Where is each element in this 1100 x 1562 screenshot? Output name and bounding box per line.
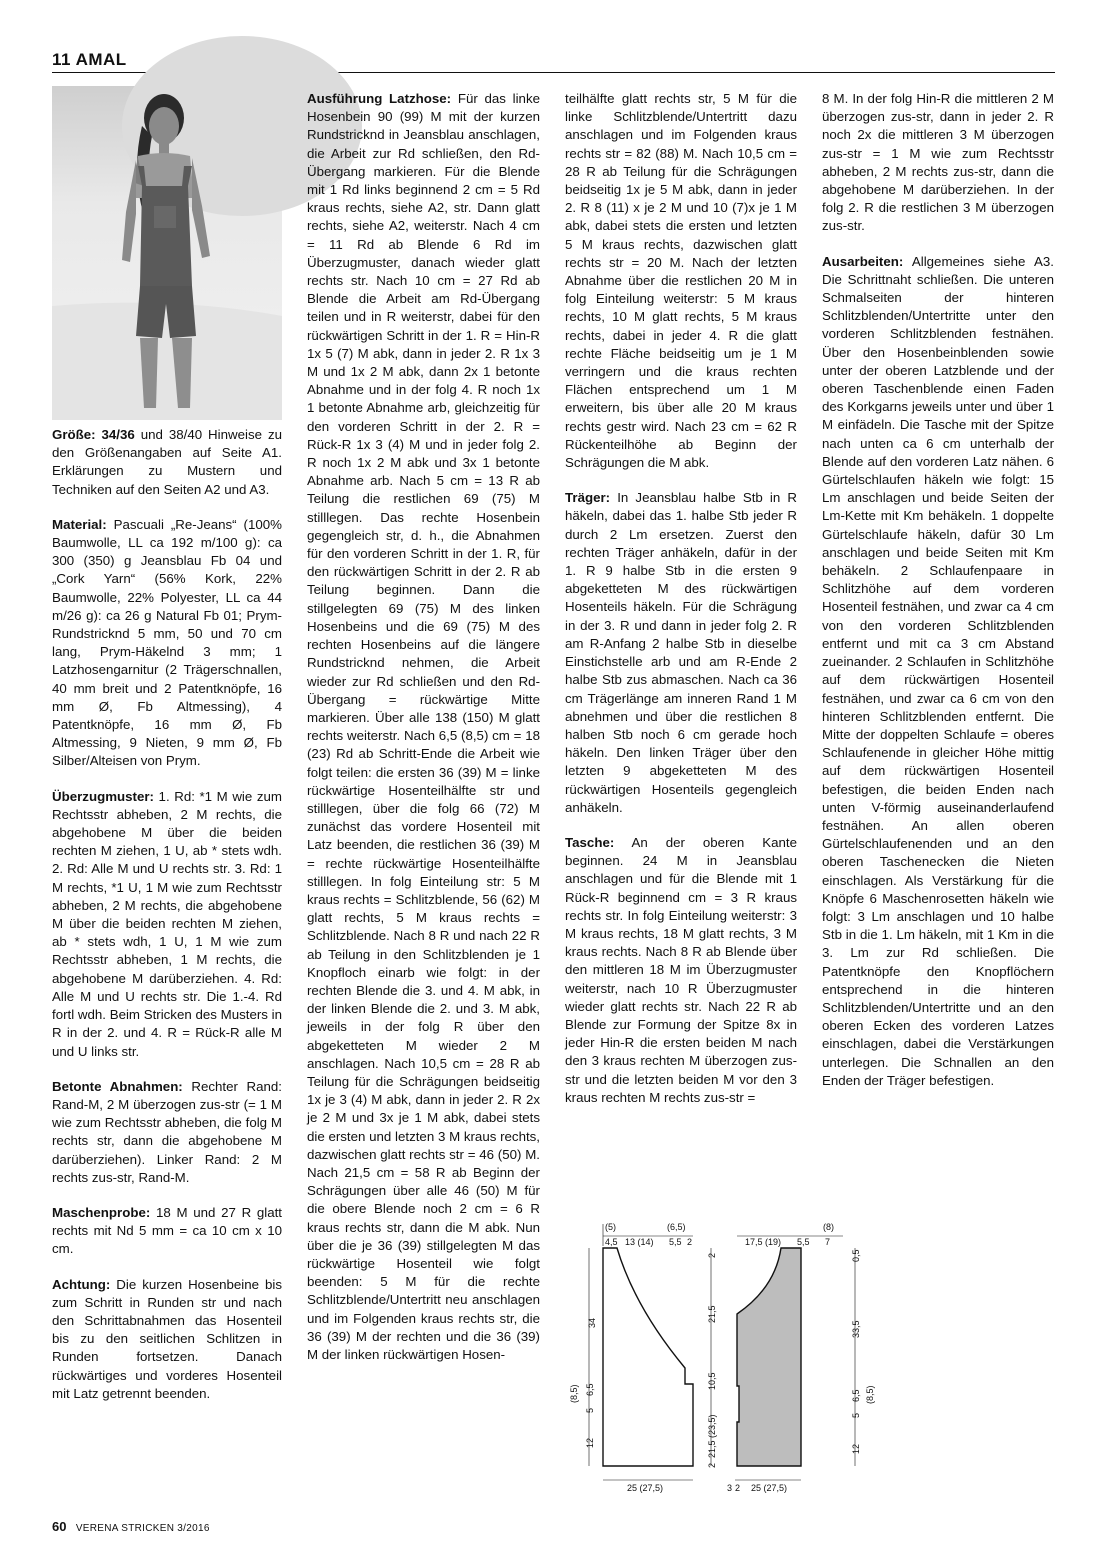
ausfuehrung-text: Für das linke Hosenbein 90 (99) M mit der kurzen Rundstricknd in Jeansblau anschlagen, die Arbeit zur Rd schließen, den Rd-Übergang markieren. Für die Blende mit 1 Rd links beginnend 2 cm = 5 Rd kraus rechts, siehe A2, str. Dann glatt rechts, siehe A2, weiterstr. Nach 4 cm = 11 Rd ab Blende 6 Rd im Überzugmuster, danach wieder glatt rechts str. Nach 10 cm = 27 Rd ab Blende die Arbeit am Rd-Übergang teilen und in R weiterstr, dabei für den rückwärtigen Schritt in der 1. R = Hin-R 1x 5 (7) M abk, dann in jeder 2. R 1x 3 M und 1x 2 M abk, dann 2x 1 betonte Abnahme und in der folg 4. R noch 1x 1 betonte Abnahme arb, gleichzeitig für den vorderen Schritt in der 2. R = Rück-R 1x 3 (4) M und in jeder folg 2. R noch 1x 2 M abk und 3x 1 betonte Abnahme arb. Nach 5 cm = 13 R ab Teilung die restlichen 69 (75) M stilllegen. Das rechte Hosenbein gegengleich str, d. h., die Abnahmen für den vorderen Schritt in der 1. R, für den rückwärtigen Schritt in der 2. R ab Teilung beginnen. Dann die stillgelegten 69 (75) M des linken Hosenbeins und die 69 (75) M des rechten Hosenbeins auf die längere Rundstricknd nehmen, die Arbeit wieder zur Rd schließen und den Rd-Übergang = rückwärtige Mitte markieren. Über alle 138 (150) M glatt rechts weiterstr. Nach 6,5 (8,5) cm = 18 (23) Rd ab Schritt-Ende die Arbeit wie folgt teilen: die ersten 36 (39) M = linke rückwärtige Hosenteilhälfte str und stilllegen, über die folg 66 (72) M zunächst das vordere Hosenteil mit Latz beenden, die restlichen 36 (39) M = rechte rückwärtige Hosenteilhälfte stilllegen. In folg Einteilung str: 5 M kraus rechts = Schlitzblende, 56 (62) M glatt rechts, 5 M kraus rechts = Schlitzblende. Nach 8 R und nach 22 R ab Teilung in den Schlitzblenden je 1 Knopfloch einarb wie folgt: in der rechten Blende die 3. und 4. M abk, in der linken Blende die 2. und 3. M abk, jeweils in der folg R über den abgeketteten M wieder 2 M anschlagen. Nach 10,5 cm = 28 R ab Teilung für die Schrägungen beidseitig 1x je 3 (4) M abk, dann in jeder 2. R 2x je 2 M und 3x je 1 M abk, dabei stets die ersten und letzten 3 M kraus rechts, dazwischen glatt rechts str = 46 (50) M. Nach 21,5 cm = 58 R ab Beginn der Schrägungen über alle 46 (50) M für die obere Blende noch 2 cm = 6 R kraus rechts str, dann die M abk. Nun über die je 36 (39) stillgelegten M das rückwärtige Hosenteil wie folgt beenden: 5 M für die rechte Schlitzblende/Untertritt neu anschlagen und im Folgenden kraus rechts str, die 36 (39) M der rechten und die 36 (39) M der linken rückwärtigen Hosen- — [307, 91, 540, 1363]
dim-top-2: 2 — [687, 1237, 693, 1247]
traeger-heading: Träger: — [565, 490, 611, 506]
continuation-paragraph — [565, 90, 797, 472]
dim-bottom-front: 25 (27,5) — [627, 1483, 664, 1493]
model-photo — [52, 86, 282, 420]
dim-top-5-5-back: 5,5 — [797, 1237, 810, 1247]
dim-top-5: (5) — [605, 1222, 616, 1232]
dim-center-21-5-23-5: 21,5 (23,5) — [707, 1414, 717, 1458]
pattern-schematic — [569, 1218, 875, 1508]
dim-left-12: 12 — [585, 1437, 595, 1448]
size-paragraph — [52, 426, 282, 499]
dim-right-8-5: (8,5) — [865, 1385, 875, 1404]
dim-bottom-3: 3 — [727, 1483, 733, 1493]
ausfuehrung-paragraph — [307, 90, 540, 1364]
ausarbeiten-text: Allgemeines siehe A3. Die Schrittnaht schließen. Die unteren Schmalseiten der hinteren Schlitzblenden/Untertritte unter den vorderen Schlitzblenden festnähen. Über den Hosenbeinblenden sowie unter der oberen Latzblende und der oberen Taschenblende einen Faden des Korkgarns jeweils unter und über 1 M einfädeln. Die Tasche mit der Spitze nach unten ca 6 cm unterhalb der Blende auf den vorderen Latz nähen. 6 Gürtelschlaufen häkeln wie folgt: 15 Lm anschlagen und beide Seiten der Lm-Kette mit Km behäkeln. 1 doppelte Gürtelschlaufe häkeln, dafür 30 Lm anschlagen und beide Seiten mit Km behäkeln. 2 Schlaufenpaare in Schlitzhöhe auf dem vorderen Hosenteil festnähen, und zwar ca 4 cm von den vorderen Schlitzblenden entfernt und mit ca 3 cm Abstand zueinander. 2 Schlaufen in Schlitzhöhe auf dem rückwärtigen Hosenteil festnähen, und zwar ca 6 cm von den hinteren Schlitzblenden entfernt. Die Mitte der doppelten Schlaufe = oberes Schlaufenende in gleicher Höhe mittig auf dem rückwärtigen Hosenteil befestigen, die beiden Enden nach unten V-förmig auseinanderlaufend festnähen. An allen oberen Gürtelschlaufenenden und an den oberen Taschenecken die Nieten einschlagen. Als Verstärkung für die Knöpfe 6 Maschenrosetten häkeln wie folgt: 3 Lm anschlagen und 10 halbe Stb in die 1. Lm häkeln, mit 1 Km in die 3. Lm zur Rd schließen. Die Patentknöpfe den Knopflöchern entsprechend in die hinteren Schlitzblenden/Untertritte und an den oberen Ecken des vorderen Latzes einschlagen, dabei die Verstärkungen unterlegen. Die Schnallen an den Enden der Träger befestigen. — [822, 253, 1054, 1088]
dim-top-4-5: 4,5 — [605, 1237, 618, 1247]
page-footer — [52, 1519, 210, 1534]
dim-left-6-5: 6,5 — [585, 1383, 595, 1396]
maschenprobe-paragraph — [52, 1204, 282, 1259]
dim-right-0-5: 0,5 — [851, 1249, 861, 1262]
page-number: 60 — [52, 1519, 67, 1534]
ueberzugmuster-paragraph — [52, 788, 282, 1061]
achtung-heading: Achtung: — [52, 1276, 111, 1292]
ausfuehrung-heading: Ausführung Latzhose: — [307, 91, 452, 106]
dim-left-34: 34 — [587, 1317, 597, 1328]
ueberzugmuster-heading: Überzugmuster: — [52, 788, 154, 804]
continuation-text: teilhälfte glatt rechts str, 5 M für die linke Schlitzblende/Untertritt dazu anschlagen und im Folgenden kraus rechts str = 82 (88) M. Nach 10,5 cm = 28 R ab Teilung für die Schrägungen beidseitig 1x je 5 M abk, dann in jeder 2. R 8 (11) x je 2 M und 10 (7)x je 1 M abk, dabei stets die ersten und letzten 5 M kraus rechts, dazwischen glatt rechts str = 20 M. Nach der letzten Abnahme über die restlichen 20 M in folg Einteilung weiterstr: 5 M kraus rechts, 10 M glatt rechts, 5 M kraus rechts, dabei in jeder 4. R die glatt rechte Fläche beidseitig um je 1 M verringern und die kraus rechten Flächen entsprechend um 1 M erweitern, bis über alle 20 M kraus rechts gestr wird. Nach 23 cm = 62 R Rückenteilhöhe ab Beginn der Schrägungen die M abk. — [565, 91, 797, 471]
column-2 — [307, 90, 540, 1381]
dim-bottom-back: 25 (27,5) — [751, 1483, 788, 1493]
column-4 — [822, 90, 1054, 1107]
tasche-text: An der oberen Kante beginnen. 24 M in Jeansblau anschlagen und für die Blende mit 1 Rück-R beginnend cm = 3 R kraus rechts str. In folg Einteilung weiterstr: 3 M kraus rechts, 18 M glatt rechts, 3 M kraus rechts. Nach 8 R ab Blende über den mittleren 18 M im Überzugmuster weiterstr, nach 10 R Überzugmuster wieder glatt rechts str. Nach 22 R ab Blende zur Formung der Spitze 8x in jeder Hin-R die ersten beiden M nach den 3 kraus rechten M überzogen zus-str und die letzten beiden M vor den 3 kraus rechten M rechts zus-str = — [565, 834, 797, 1105]
dim-right-12: 12 — [851, 1443, 861, 1454]
ausarbeiten-paragraph — [822, 253, 1054, 1090]
article-title: 11 AMAL — [52, 50, 127, 69]
dim-center-2-bottom: 2 — [707, 1462, 717, 1468]
betonte-abnahmen-paragraph — [52, 1078, 282, 1187]
column-1 — [52, 426, 282, 1420]
dim-top-17-5: 17,5 (19) — [745, 1237, 782, 1247]
magazine-name: VERENA STRICKEN 3/2016 — [75, 1523, 210, 1534]
dim-left-5: 5 — [585, 1407, 595, 1413]
tasche-heading: Tasche: — [565, 834, 615, 850]
dim-center-10-5: 10,5 — [707, 1372, 717, 1390]
column-3 — [565, 90, 797, 1124]
achtung-text: Die kurzen Hosenbeine bis zum Schritt in Runden str und nach den Schrittabnahmen das Hosenteil bis zu den seitlichen Schlitzen in Runden fortsetzen. Danach rückwärtiges und vorderes Hosenteil mit Latz getrennt beenden. — [52, 1276, 282, 1401]
tasche-paragraph — [565, 834, 797, 1107]
maschenprobe-text: 18 M und 27 R glatt rechts mit Nd 5 mm = ca 10 cm x 10 cm. — [52, 1204, 282, 1257]
traeger-paragraph — [565, 489, 797, 817]
dim-top-13: 13 (14) — [625, 1237, 654, 1247]
betonte-abnahmen-heading: Betonte Abnahmen: — [52, 1078, 183, 1094]
dim-right-33-5: 33,5 — [851, 1320, 861, 1338]
ausarbeiten-heading: Ausarbeiten: — [822, 253, 904, 269]
traeger-text: In Jeansblau halbe Stb in R häkeln, dabei das 1. halbe Stb jeder R durch 2 Lm ersetzen. Zuerst den rechten Träger anhäkeln, dafür in der 1. R 9 halbe Stb in die ersten 9 abgeketteten M des rückwärtigen Hosenteils häkeln. Für die Schrägung in der 3. R und dann in jeder folg 2. R am R-Anfang 2 halbe Stb in dieselbe Einstichstelle arb und am R-Ende 2 halbe Stb zus abmaschen. Nach ca 36 cm Trägerlänge am inneren Rand 1 M abnehmen und über die restlichen 8 halben Stb noch 6 cm gerade hoch häkeln. Den linken Träger über den letzten 9 abgeketteten M des rückwärtigen Hosenteils gegengleich anhäkeln. — [565, 490, 797, 815]
dim-left-8-5: (8,5) — [569, 1384, 579, 1403]
dim-center-21-5: 21,5 — [707, 1305, 717, 1323]
dim-right-6-5: 6,5 — [851, 1389, 861, 1402]
dim-top-8: (8) — [823, 1222, 834, 1232]
dim-top-5-5: 5,5 — [669, 1237, 682, 1247]
dim-top-7: 7 — [825, 1237, 831, 1247]
size-heading: Größe: 34/36 — [52, 427, 135, 442]
material-heading: Material: — [52, 516, 107, 532]
tasche-continuation-text: 8 M. In der folg Hin-R die mittleren 2 M überzogen zus-str, dann in jeder 2. R noch 2x die mittleren 3 M überzogen zus-str = 1 M wie zum Rechtsstr abheben, 2 M rechts zus-str, dann die abgehobene M darüberziehen. In der folg 2. R die restlichen 3 M überzogen zus-str. — [822, 91, 1054, 234]
betonte-abnahmen-text: Rechter Rand: Rand-M, 2 M überzogen zus-str (= 1 M wie zum Rechtsstr abheben, die folg M rechts str, dann die abgehobene M darüberziehen). Linker Rand: 2 M rechts zus-str, Rand-M. — [52, 1078, 283, 1185]
ueberzugmuster-text: 1. Rd: *1 M wie zum Rechtsstr abheben, 2 M rechts, die abgehobene M über die beiden rechten M ziehen, 1 U, ab * stets wdh. 2. Rd: Alle M und U rechts str. 3. Rd: 1 M rechts, *1 U, 1 M wie zum Rechtsstr abheben, 2 M rechts, die abgehobene M über die beiden rechten M ziehen, ab * stets wdh, 1 U, 1 M wie zum Rechtsstr abheben, 1 M rechts, die abgehobene M darüberziehen. 4. Rd: Alle M und U rechts str. Die 1.-4. Rd fortl wdh. Beim Stricken des Musters in R in der 2. und 4. R = Rück-R alle M und U links str. — [52, 788, 282, 1059]
material-paragraph — [52, 516, 282, 771]
material-text: Pascuali „Re-Jeans“ (100% Baumwolle, LL ca 192 m/100 g): ca 300 (350) g Jeansblau Fb 04 und „Cork Yarn“ (56% Kork, 22% Baumwolle, 22% Polyester, LL ca 44 m/26 g): ca 26 g Natural Fb 01; Prym-Rundstricknd 5 mm, 50 und 70 cm lang, Prym-Häkelnd 3 mm; 1 Latzhosengarnitur (2 Trägerschnallen, 40 mm breit und 2 Patentknöpfe, 16 mm Ø, Fb Altmessing), 4 Patentknöpfe, 16 mm Ø, Fb Altmessing, 9 Nieten, 9 mm Ø, Fb Silber/Alteisen von Prym. — [52, 516, 282, 769]
dim-right-5: 5 — [851, 1412, 861, 1418]
dim-bottom-2: 2 — [735, 1483, 741, 1493]
dim-top-6-5: (6,5) — [667, 1222, 686, 1232]
dim-center-2-top: 2 — [707, 1252, 717, 1258]
size-text: und 38/40 Hinweise zu den Größenangaben auf Seite A1. Erklärungen zu Mustern und Techniken auf den Seiten A2 und A3. — [52, 427, 282, 497]
maschenprobe-heading: Maschenprobe: — [52, 1204, 151, 1220]
achtung-paragraph — [52, 1276, 282, 1403]
tasche-continuation-paragraph — [822, 90, 1054, 236]
